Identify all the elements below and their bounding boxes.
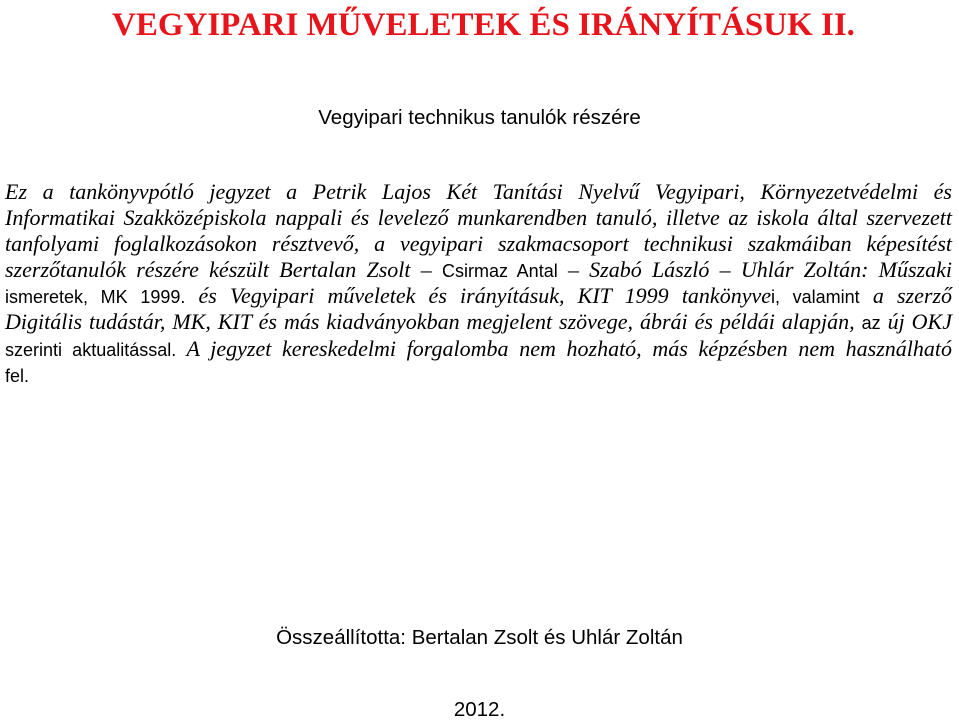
intro-line-5-segment-3: i, valamint xyxy=(771,287,860,308)
intro-line-2-segment-1: Informatikai Szakközépiskola nappali és levelező munkarendben tanuló, illetve az iskola által szervezett xyxy=(5,204,952,230)
intro-line-4-segment-2: Csirmaz Antal xyxy=(441,261,558,282)
publication-year: 2012. xyxy=(453,698,506,721)
intro-line-8 xyxy=(5,362,952,388)
intro-line-6-segment-3: új OKJ xyxy=(880,309,952,335)
intro-line-1 xyxy=(5,179,952,205)
intro-line-7-segment-2: A jegyzet kereskedelmi forgalomba nem hozható, más képzésben nem használható xyxy=(176,335,952,361)
intro-line-5 xyxy=(5,283,952,309)
intro-line-7 xyxy=(5,336,952,362)
intro-line-4 xyxy=(5,257,952,283)
intro-line-4-segment-3: – Szabó László – Uhlár Zoltán: Műszaki xyxy=(557,257,952,283)
intro-line-5-segment-4: a szerző xyxy=(859,283,953,309)
intro-line-7-segment-1: szerinti aktualitással. xyxy=(5,339,177,360)
intro-line-1-segment-1: Ez a tankönyvpótló jegyzet a Petrik Lajos Két Tanítási Nyelvű Vegyipari, Környezetvédelmi és xyxy=(5,178,952,204)
intro-line-8-segment-1: fel. xyxy=(5,365,30,386)
intro-line-6-segment-1: Digitális tudástár, MK, KIT és más kiadványokban megjelent szövege, ábrái és példái alapján, xyxy=(5,309,862,335)
intro-paragraph xyxy=(5,179,952,389)
document-title: VEGYIPARI MŰVELETEK ÉS IRÁNYÍTÁSUK II. xyxy=(112,7,855,43)
intro-line-3-segment-1: tanfolyami foglalkozásokon résztvevő, a vegyipari szakmacsoport technikusi szakmáiban képesítést xyxy=(5,230,952,256)
compiled-by-line: Összeállította: Bertalan Zsolt és Uhlár Zoltán xyxy=(276,625,683,649)
intro-line-3 xyxy=(5,231,952,257)
intro-line-5-segment-1: ismeretek, MK 1999. xyxy=(5,287,186,308)
intro-line-6-segment-2: az xyxy=(861,313,881,334)
intro-line-4-segment-1: szerzőtanulók részére készült Bertalan Zsolt – xyxy=(5,257,442,283)
intro-line-2 xyxy=(5,205,952,231)
intro-line-5-segment-2: és Vegyipari műveletek és irányításuk, KIT 1999 tankönyve xyxy=(185,283,771,309)
document-subtitle: Vegyipari technikus tanulók részére xyxy=(318,106,641,129)
intro-line-6 xyxy=(5,309,952,335)
